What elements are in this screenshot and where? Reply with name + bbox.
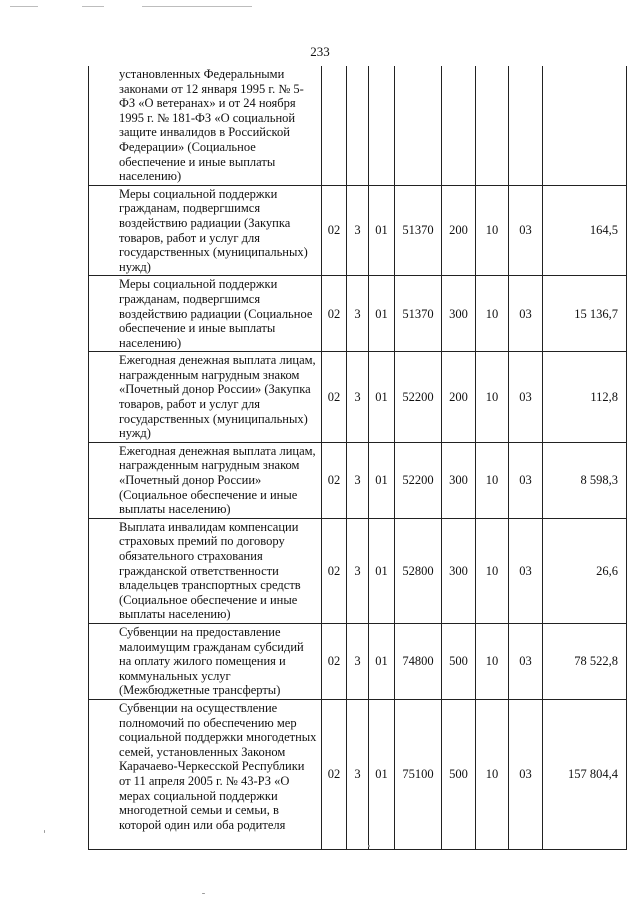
- cell-code-7: 03: [509, 699, 543, 849]
- cell-amount: 8 598,3: [543, 442, 627, 518]
- cell-code-3: 01: [369, 518, 395, 623]
- cell-code-4: [395, 66, 442, 185]
- cell-code-5: 300: [442, 442, 476, 518]
- cell-code-5: 300: [442, 276, 476, 352]
- table-row: [89, 276, 627, 352]
- cell-code-1: 02: [322, 276, 347, 352]
- cell-code-5: 200: [442, 352, 476, 443]
- cell-code-3: 01: [369, 699, 395, 849]
- cell-code-4: 51370: [395, 276, 442, 352]
- page-number: 233: [310, 44, 330, 59]
- cell-amount: 164,5: [543, 185, 627, 276]
- cell-code-5: 200: [442, 185, 476, 276]
- cell-amount: 15 136,7: [543, 276, 627, 352]
- cell-amount: 26,6: [543, 518, 627, 623]
- cell-code-2: 3: [347, 623, 369, 699]
- cell-code-7: 03: [509, 623, 543, 699]
- cell-code-2: 3: [347, 699, 369, 849]
- row-description: Субвенции на осуществление полномочий по обеспечению мер социальной поддержки многодетных семей, установленных Законом Карачаево-Черкесской Республики от 11 апреля 2005 г. № 43-РЗ «О мерах социальной поддержки многодетной семьи и семьи, в которой один или оба родителя: [89, 699, 322, 849]
- cell-code-2: 3: [347, 442, 369, 518]
- cell-code-3: 01: [369, 352, 395, 443]
- cell-code-4: 51370: [395, 185, 442, 276]
- cell-code-3: 01: [369, 185, 395, 276]
- cell-code-4: 52200: [395, 442, 442, 518]
- row-description: Субвенции на предоставление малоимущим гражданам субсидий на оплату жилого помещения и коммунальных услуг (Межбюджетные трансферты): [89, 623, 322, 699]
- cell-code-2: [347, 66, 369, 185]
- row-description: Ежегодная денежная выплата лицам, награжденным нагрудным знаком «Почетный донор России» (Закупка товаров, работ и услуг для государственных (муниципальных) нужд): [89, 352, 322, 443]
- cell-code-2: 3: [347, 352, 369, 443]
- cell-amount: [543, 66, 627, 185]
- row-description: Меры социальной поддержки гражданам, подвергшимся воздействию радиации (Социальное обеспечение и иные выплаты населению): [89, 276, 322, 352]
- table-row: [89, 623, 627, 699]
- cell-amount: 112,8: [543, 352, 627, 443]
- cell-code-4: 74800: [395, 623, 442, 699]
- table-row: [89, 699, 627, 849]
- cell-code-1: 02: [322, 442, 347, 518]
- cell-code-4: 52800: [395, 518, 442, 623]
- cell-code-5: 300: [442, 518, 476, 623]
- table-row: [89, 185, 627, 276]
- cell-code-2: 3: [347, 185, 369, 276]
- cell-code-5: 500: [442, 623, 476, 699]
- cell-code-7: 03: [509, 442, 543, 518]
- cell-code-1: 02: [322, 352, 347, 443]
- cell-code-7: 03: [509, 185, 543, 276]
- cell-code-1: 02: [322, 518, 347, 623]
- cell-code-6: 10: [476, 276, 509, 352]
- row-description: Выплата инвалидам компенсации страховых премий по договору обязательного страхования гражданской ответственности владельцев транспортных средств (Социальное обеспечение и иные выплаты населению): [89, 518, 322, 623]
- scan-edge-line-center: [82, 6, 104, 7]
- cell-code-7: 03: [509, 518, 543, 623]
- cell-code-6: 10: [476, 518, 509, 623]
- cell-code-7: 03: [509, 276, 543, 352]
- cell-code-6: 10: [476, 352, 509, 443]
- cell-code-3: 01: [369, 442, 395, 518]
- scan-edge-line-left: [10, 6, 38, 7]
- cell-code-4: 52200: [395, 352, 442, 443]
- cell-code-6: 10: [476, 185, 509, 276]
- scan-speck: [368, 845, 370, 847]
- cell-code-3: 01: [369, 623, 395, 699]
- scan-speck: [44, 830, 45, 833]
- table-row: [89, 352, 627, 443]
- cell-code-2: 3: [347, 276, 369, 352]
- row-description: Ежегодная денежная выплата лицам, награжденным нагрудным знаком «Почетный донор России» (Социальное обеспечение и иные выплаты населению): [89, 442, 322, 518]
- cell-code-7: 03: [509, 352, 543, 443]
- cell-code-1: 02: [322, 185, 347, 276]
- cell-code-4: 75100: [395, 699, 442, 849]
- cell-code-1: 02: [322, 699, 347, 849]
- cell-amount: 157 804,4: [543, 699, 627, 849]
- row-description: установленных Федеральными законами от 12 января 1995 г. № 5-ФЗ «О ветеранах» и от 24 ноября 1995 г. № 181-ФЗ «О социальной защите инвалидов в Российской Федерации» (Социальное обеспечение и иные выплаты населению): [89, 66, 322, 185]
- cell-code-6: 10: [476, 442, 509, 518]
- scan-edge-line-right: [142, 6, 252, 7]
- cell-amount: 78 522,8: [543, 623, 627, 699]
- cell-code-5: [442, 66, 476, 185]
- row-description: Меры социальной поддержки гражданам, подвергшимся воздействию радиации (Закупка товаров, работ и услуг для государственных (муниципальных) нужд): [89, 185, 322, 276]
- cell-code-7: [509, 66, 543, 185]
- cell-code-3: [369, 66, 395, 185]
- table-row: [89, 518, 627, 623]
- cell-code-6: 10: [476, 623, 509, 699]
- cell-code-1: [322, 66, 347, 185]
- cell-code-6: 10: [476, 699, 509, 849]
- budget-allocation-table: [88, 66, 627, 850]
- cell-code-3: 01: [369, 276, 395, 352]
- cell-code-5: 500: [442, 699, 476, 849]
- cell-code-6: [476, 66, 509, 185]
- cell-code-1: 02: [322, 623, 347, 699]
- table-row: [89, 66, 627, 185]
- scan-speck: [202, 893, 205, 894]
- table-row: [89, 442, 627, 518]
- cell-code-2: 3: [347, 518, 369, 623]
